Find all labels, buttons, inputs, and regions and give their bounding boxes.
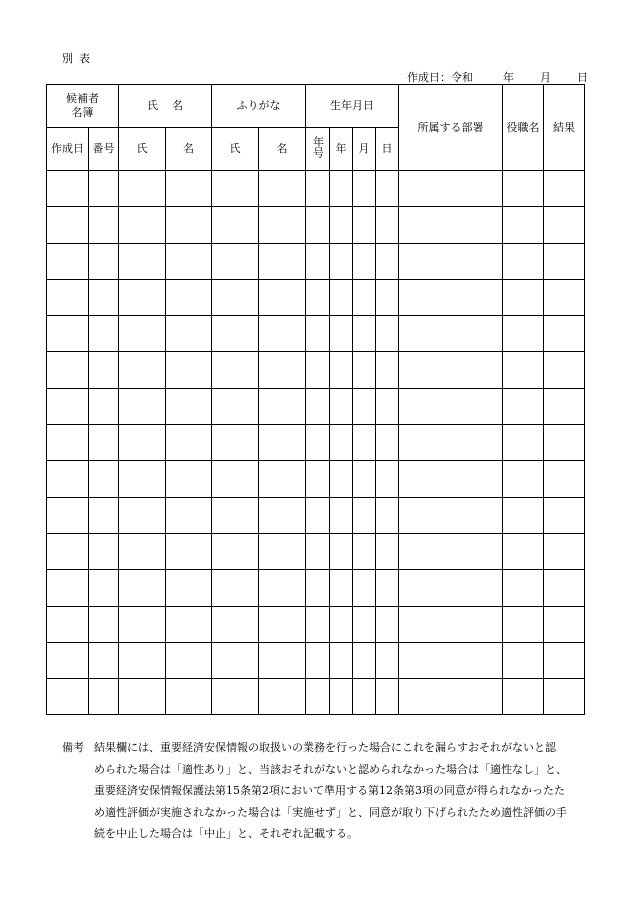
header-result: 結果 — [544, 85, 585, 171]
cell-number[interactable] — [89, 243, 119, 279]
cell-created-date[interactable] — [47, 352, 89, 388]
cell-result[interactable] — [544, 425, 585, 461]
cell-department[interactable] — [399, 533, 503, 569]
cell-position[interactable] — [503, 316, 544, 352]
cell-department[interactable] — [399, 316, 503, 352]
header-number: 番号 — [89, 128, 119, 171]
cell-department[interactable] — [399, 279, 503, 315]
cell-year[interactable] — [330, 642, 353, 678]
cell-kana-given-name[interactable] — [259, 497, 306, 533]
cell-kana-given-name[interactable] — [259, 570, 306, 606]
cell-department[interactable] — [399, 388, 503, 424]
cell-given-name[interactable] — [166, 461, 212, 497]
cell-kana-given-name[interactable] — [259, 352, 306, 388]
cell-day[interactable] — [376, 388, 399, 424]
cell-position[interactable] — [503, 425, 544, 461]
cell-given-name[interactable] — [166, 533, 212, 569]
cell-day[interactable] — [376, 533, 399, 569]
cell-created-date[interactable] — [47, 679, 89, 715]
cell-year[interactable] — [330, 606, 353, 642]
cell-era[interactable] — [306, 279, 330, 315]
cell-era[interactable] — [306, 388, 330, 424]
cell-department[interactable] — [399, 679, 503, 715]
cell-department[interactable] — [399, 207, 503, 243]
remarks-line: められた場合は「適性あり」と、当該おそれがないと認められなかった場合は「適性なし」と、 — [94, 762, 567, 776]
header-given-name: 名 — [166, 128, 212, 171]
table-row — [47, 243, 585, 279]
cell-year[interactable] — [330, 171, 353, 207]
cell-given-name[interactable] — [166, 570, 212, 606]
cell-surname[interactable] — [119, 497, 166, 533]
date-prefix: 作成日：令和 — [407, 71, 473, 84]
table-row — [47, 352, 585, 388]
cell-number[interactable] — [89, 606, 119, 642]
cell-position[interactable] — [503, 642, 544, 678]
cell-result[interactable] — [544, 461, 585, 497]
header-surname: 氏 — [119, 128, 166, 171]
cell-year[interactable] — [330, 533, 353, 569]
cell-kana-surname[interactable] — [212, 171, 259, 207]
remarks — [62, 737, 586, 845]
cell-month[interactable] — [353, 461, 376, 497]
cell-era[interactable] — [306, 606, 330, 642]
candidate-table — [46, 84, 585, 715]
cell-result[interactable] — [544, 207, 585, 243]
table-row — [47, 279, 585, 315]
remarks-line: め適性評価が実施されなかった場合は「実施せず」と、同意が取り下げられたため適性評価の手 — [94, 805, 567, 819]
cell-era[interactable] — [306, 352, 330, 388]
cell-surname[interactable] — [119, 425, 166, 461]
cell-number[interactable] — [89, 425, 119, 461]
cell-department[interactable] — [399, 425, 503, 461]
cell-day[interactable] — [376, 642, 399, 678]
header-candidate-list-line2: 名簿 — [71, 106, 94, 119]
cell-number[interactable] — [89, 316, 119, 352]
table-row — [47, 425, 585, 461]
table-row — [47, 642, 585, 678]
cell-created-date[interactable] — [47, 243, 89, 279]
cell-kana-given-name[interactable] — [259, 533, 306, 569]
cell-number[interactable] — [89, 679, 119, 715]
table-row — [47, 679, 585, 715]
cell-year[interactable] — [330, 570, 353, 606]
cell-created-date[interactable] — [47, 207, 89, 243]
cell-department[interactable] — [399, 243, 503, 279]
cell-result[interactable] — [544, 570, 585, 606]
cell-number[interactable] — [89, 642, 119, 678]
cell-kana-surname[interactable] — [212, 533, 259, 569]
header-kana-given-name: 名 — [259, 128, 306, 171]
cell-kana-given-name[interactable] — [259, 461, 306, 497]
cell-given-name[interactable] — [166, 497, 212, 533]
cell-kana-surname[interactable] — [212, 642, 259, 678]
cell-kana-given-name[interactable] — [259, 679, 306, 715]
cell-month[interactable] — [353, 425, 376, 461]
cell-surname[interactable] — [119, 388, 166, 424]
cell-day[interactable] — [376, 171, 399, 207]
remarks-line: 結果欄には、重要経済安保情報の取扱いの業務を行った場合にこれを漏らすおそれがないと認 — [94, 741, 556, 754]
cell-kana-surname[interactable] — [212, 316, 259, 352]
cell-surname[interactable] — [119, 642, 166, 678]
remarks-label: 備考 — [62, 741, 84, 754]
cell-kana-given-name[interactable] — [259, 388, 306, 424]
header-era-text: 年号 — [311, 136, 325, 159]
cell-kana-surname[interactable] — [212, 461, 259, 497]
cell-position[interactable] — [503, 497, 544, 533]
cell-department[interactable] — [399, 171, 503, 207]
creation-date-line — [407, 69, 588, 85]
cell-department[interactable] — [399, 497, 503, 533]
cell-result[interactable] — [544, 243, 585, 279]
cell-created-date[interactable] — [47, 425, 89, 461]
cell-surname[interactable] — [119, 570, 166, 606]
cell-surname[interactable] — [119, 279, 166, 315]
cell-surname[interactable] — [119, 533, 166, 569]
cell-result[interactable] — [544, 171, 585, 207]
cell-given-name[interactable] — [166, 243, 212, 279]
cell-created-date[interactable] — [47, 171, 89, 207]
cell-number[interactable] — [89, 171, 119, 207]
cell-number[interactable] — [89, 461, 119, 497]
cell-kana-surname[interactable] — [212, 279, 259, 315]
cell-day[interactable] — [376, 570, 399, 606]
cell-result[interactable] — [544, 642, 585, 678]
cell-day[interactable] — [376, 279, 399, 315]
cell-created-date[interactable] — [47, 570, 89, 606]
header-birthdate: 生年月日 — [306, 85, 399, 128]
cell-result[interactable] — [544, 497, 585, 533]
cell-year[interactable] — [330, 425, 353, 461]
cell-number[interactable] — [89, 388, 119, 424]
cell-result[interactable] — [544, 679, 585, 715]
cell-era[interactable] — [306, 171, 330, 207]
cell-position[interactable] — [503, 533, 544, 569]
cell-month[interactable] — [353, 243, 376, 279]
cell-kana-given-name[interactable] — [259, 243, 306, 279]
cell-surname[interactable] — [119, 679, 166, 715]
cell-day[interactable] — [376, 207, 399, 243]
appendix-label: 別表 — [62, 52, 96, 65]
cell-position[interactable] — [503, 243, 544, 279]
cell-created-date[interactable] — [47, 461, 89, 497]
header-candidate-list-line1: 候補者 — [66, 92, 99, 106]
cell-year[interactable] — [330, 243, 353, 279]
date-month-label: 月 — [540, 71, 551, 84]
remarks-line: 続を中止した場合は「中止」と、それぞれ記載する。 — [94, 827, 358, 840]
date-year-label: 年 — [503, 71, 514, 84]
cell-given-name[interactable] — [166, 679, 212, 715]
cell-era[interactable] — [306, 243, 330, 279]
cell-year[interactable] — [330, 388, 353, 424]
cell-created-date[interactable] — [47, 606, 89, 642]
cell-surname[interactable] — [119, 461, 166, 497]
cell-month[interactable] — [353, 570, 376, 606]
cell-day[interactable] — [376, 606, 399, 642]
header-created-date: 作成日 — [47, 128, 89, 171]
cell-year[interactable] — [330, 352, 353, 388]
cell-given-name[interactable] — [166, 388, 212, 424]
cell-given-name[interactable] — [166, 642, 212, 678]
cell-given-name[interactable] — [166, 425, 212, 461]
table-row — [47, 497, 585, 533]
cell-day[interactable] — [376, 243, 399, 279]
cell-result[interactable] — [544, 388, 585, 424]
cell-department[interactable] — [399, 570, 503, 606]
remarks-line: 重要経済安保情報保護法第15条第2項において準用する第12条第3項の同意が得られなかったた — [94, 784, 565, 797]
header-month: 月 — [353, 128, 376, 171]
cell-given-name[interactable] — [166, 279, 212, 315]
cell-surname[interactable] — [119, 352, 166, 388]
cell-kana-surname[interactable] — [212, 388, 259, 424]
cell-day[interactable] — [376, 352, 399, 388]
cell-era[interactable] — [306, 207, 330, 243]
cell-kana-surname[interactable] — [212, 425, 259, 461]
cell-kana-surname[interactable] — [212, 570, 259, 606]
cell-day[interactable] — [376, 497, 399, 533]
cell-era[interactable] — [306, 461, 330, 497]
cell-kana-surname[interactable] — [212, 606, 259, 642]
cell-month[interactable] — [353, 207, 376, 243]
cell-kana-given-name[interactable] — [259, 279, 306, 315]
cell-number[interactable] — [89, 497, 119, 533]
remarks-text — [94, 737, 586, 845]
cell-year[interactable] — [330, 679, 353, 715]
cell-month[interactable] — [353, 171, 376, 207]
cell-kana-given-name[interactable] — [259, 316, 306, 352]
cell-month[interactable] — [353, 352, 376, 388]
cell-result[interactable] — [544, 316, 585, 352]
cell-kana-given-name[interactable] — [259, 606, 306, 642]
cell-number[interactable] — [89, 352, 119, 388]
header-day: 日 — [376, 128, 399, 171]
cell-given-name[interactable] — [166, 316, 212, 352]
cell-department[interactable] — [399, 352, 503, 388]
cell-result[interactable] — [544, 606, 585, 642]
cell-era[interactable] — [306, 642, 330, 678]
cell-position[interactable] — [503, 171, 544, 207]
header-name: 氏名 — [119, 85, 212, 128]
cell-day[interactable] — [376, 679, 399, 715]
cell-era[interactable] — [306, 497, 330, 533]
cell-given-name[interactable] — [166, 352, 212, 388]
cell-number[interactable] — [89, 207, 119, 243]
cell-number[interactable] — [89, 570, 119, 606]
cell-kana-given-name[interactable] — [259, 171, 306, 207]
cell-day[interactable] — [376, 461, 399, 497]
cell-surname[interactable] — [119, 243, 166, 279]
cell-kana-surname[interactable] — [212, 352, 259, 388]
cell-department[interactable] — [399, 606, 503, 642]
cell-result[interactable] — [544, 352, 585, 388]
cell-position[interactable] — [503, 461, 544, 497]
cell-kana-given-name[interactable] — [259, 425, 306, 461]
cell-given-name[interactable] — [166, 171, 212, 207]
cell-surname[interactable] — [119, 207, 166, 243]
table-body — [47, 171, 585, 715]
cell-position[interactable] — [503, 279, 544, 315]
cell-position[interactable] — [503, 388, 544, 424]
cell-kana-surname[interactable] — [212, 497, 259, 533]
cell-position[interactable] — [503, 606, 544, 642]
date-day-label: 日 — [577, 71, 588, 84]
cell-number[interactable] — [89, 279, 119, 315]
cell-month[interactable] — [353, 679, 376, 715]
table-row — [47, 207, 585, 243]
cell-month[interactable] — [353, 497, 376, 533]
cell-month[interactable] — [353, 606, 376, 642]
cell-era[interactable] — [306, 533, 330, 569]
table-row — [47, 461, 585, 497]
cell-given-name[interactable] — [166, 606, 212, 642]
cell-month[interactable] — [353, 279, 376, 315]
cell-created-date[interactable] — [47, 388, 89, 424]
cell-created-date[interactable] — [47, 279, 89, 315]
cell-era[interactable] — [306, 679, 330, 715]
cell-created-date[interactable] — [47, 497, 89, 533]
cell-year[interactable] — [330, 316, 353, 352]
cell-kana-given-name[interactable] — [259, 207, 306, 243]
cell-month[interactable] — [353, 533, 376, 569]
cell-result[interactable] — [544, 533, 585, 569]
table-row — [47, 533, 585, 569]
header-furigana: ふりがな — [212, 85, 306, 128]
header-department: 所属する部署 — [399, 85, 503, 171]
cell-kana-given-name[interactable] — [259, 642, 306, 678]
cell-created-date[interactable] — [47, 533, 89, 569]
cell-surname[interactable] — [119, 606, 166, 642]
cell-position[interactable] — [503, 570, 544, 606]
header-year: 年 — [330, 128, 353, 171]
cell-era[interactable] — [306, 570, 330, 606]
cell-day[interactable] — [376, 425, 399, 461]
header-row-1 — [47, 85, 585, 128]
table-row — [47, 606, 585, 642]
table-row — [47, 388, 585, 424]
cell-year[interactable] — [330, 461, 353, 497]
header-candidate-list — [47, 85, 119, 128]
cell-year[interactable] — [330, 279, 353, 315]
cell-created-date[interactable] — [47, 316, 89, 352]
table-row — [47, 171, 585, 207]
cell-month[interactable] — [353, 316, 376, 352]
cell-era[interactable] — [306, 316, 330, 352]
cell-year[interactable] — [330, 207, 353, 243]
cell-kana-surname[interactable] — [212, 207, 259, 243]
cell-given-name[interactable] — [166, 207, 212, 243]
cell-surname[interactable] — [119, 316, 166, 352]
cell-position[interactable] — [503, 679, 544, 715]
cell-result[interactable] — [544, 279, 585, 315]
cell-year[interactable] — [330, 497, 353, 533]
cell-created-date[interactable] — [47, 642, 89, 678]
cell-kana-surname[interactable] — [212, 243, 259, 279]
cell-number[interactable] — [89, 533, 119, 569]
cell-era[interactable] — [306, 425, 330, 461]
header-kana-surname: 氏 — [212, 128, 259, 171]
cell-day[interactable] — [376, 316, 399, 352]
header-era — [306, 128, 330, 171]
cell-surname[interactable] — [119, 171, 166, 207]
table-row — [47, 570, 585, 606]
cell-month[interactable] — [353, 388, 376, 424]
cell-department[interactable] — [399, 642, 503, 678]
header-position: 役職名 — [503, 85, 544, 171]
cell-department[interactable] — [399, 461, 503, 497]
cell-position[interactable] — [503, 352, 544, 388]
table-row — [47, 316, 585, 352]
cell-month[interactable] — [353, 642, 376, 678]
cell-position[interactable] — [503, 207, 544, 243]
cell-kana-surname[interactable] — [212, 679, 259, 715]
